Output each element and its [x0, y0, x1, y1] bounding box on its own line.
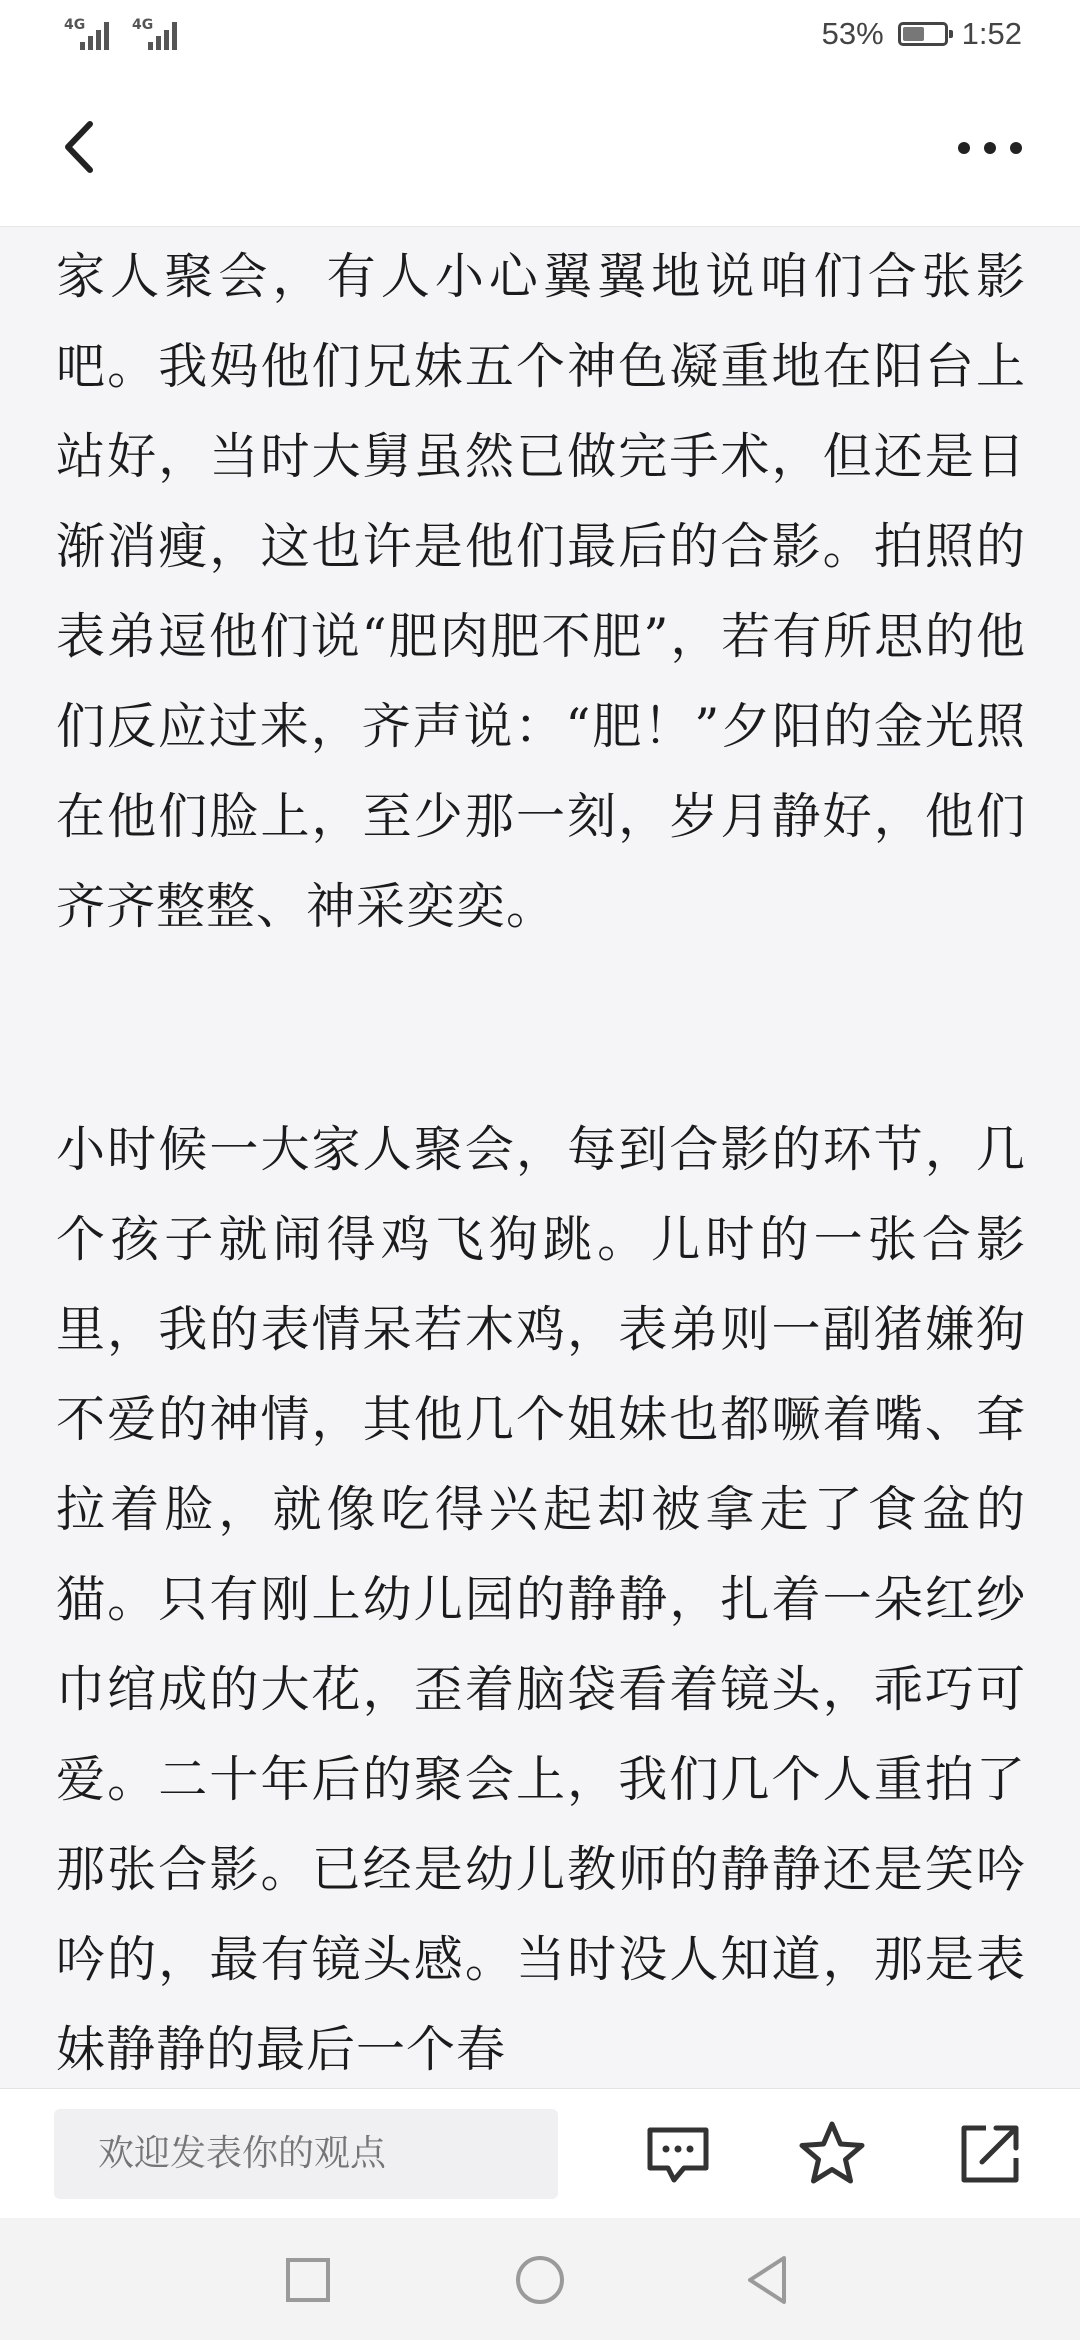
chevron-left-icon	[48, 112, 118, 182]
article-body[interactable]	[0, 227, 1080, 2088]
share-button[interactable]	[952, 2116, 1028, 2192]
share-icon	[952, 2116, 1028, 2192]
battery-icon	[898, 22, 948, 46]
more-options-button[interactable]	[950, 112, 1030, 182]
home-button[interactable]	[512, 2252, 568, 2308]
triangle-back-icon	[740, 2252, 796, 2308]
status-bar	[0, 0, 1080, 72]
signal-icon-1	[64, 18, 114, 52]
star-icon	[794, 2116, 870, 2192]
battery-fill	[903, 27, 924, 41]
status-right	[822, 16, 1022, 52]
comment-input[interactable]	[54, 2109, 558, 2199]
network-type-1: 4G	[64, 17, 86, 33]
back-button[interactable]	[48, 112, 118, 182]
more-horizontal-icon	[950, 112, 1030, 182]
favorite-button[interactable]	[794, 2116, 870, 2192]
battery-percent: 53%	[821, 16, 884, 51]
system-navigation-bar	[0, 2218, 1080, 2340]
comment-button[interactable]	[640, 2116, 716, 2192]
system-back-button[interactable]	[740, 2252, 796, 2308]
clock: 1:52	[961, 16, 1022, 51]
top-app-bar	[0, 72, 1080, 227]
recent-apps-button[interactable]	[280, 2252, 336, 2308]
circle-icon	[512, 2252, 568, 2308]
comment-icon	[640, 2116, 716, 2192]
article-paragraph-2: 小时候一大家人聚会，每到合影的环节，几个孩子就闹得鸡飞狗跳。儿时的一张合影里，我的表情呆若木鸡，表弟则一副猪嫌狗不爱的神情，其他几个姐妹也都噘着嘴、耷拉着脸，就像吃得兴起却被拿走了食盆的猫。只有刚上幼儿园的静静，扎着一朵红纱巾绾成的大花，歪着脑袋看着镜头，乖巧可爱。二十年后的聚会上，我们几个人重拍了那张合影。已经是幼儿教师的静静还是笑吟吟的，最有镜头感。当时没人知道，那是表妹静静的最后一个春	[56, 1121, 1026, 2078]
article-action-bar	[0, 2088, 1080, 2219]
network-type-2: 4G	[132, 17, 154, 33]
signal-group	[64, 18, 182, 52]
article-paragraph-1: 家人聚会，有人小心翼翼地说咱们合张影吧。我妈他们兄妹五个神色凝重地在阳台上站好，当时大舅虽然已做完手术，但还是日渐消瘦，这也许是他们最后的合影。拍照的表弟逗他们说“肥肉肥不肥”，若有所思的他们反应过来，齐声说：“肥！”夕阳的金光照在他们脸上，至少那一刻，岁月静好，他们齐齐整整、神采奕奕。	[56, 248, 1026, 935]
square-icon	[280, 2252, 336, 2308]
signal-icon-2	[132, 18, 182, 52]
